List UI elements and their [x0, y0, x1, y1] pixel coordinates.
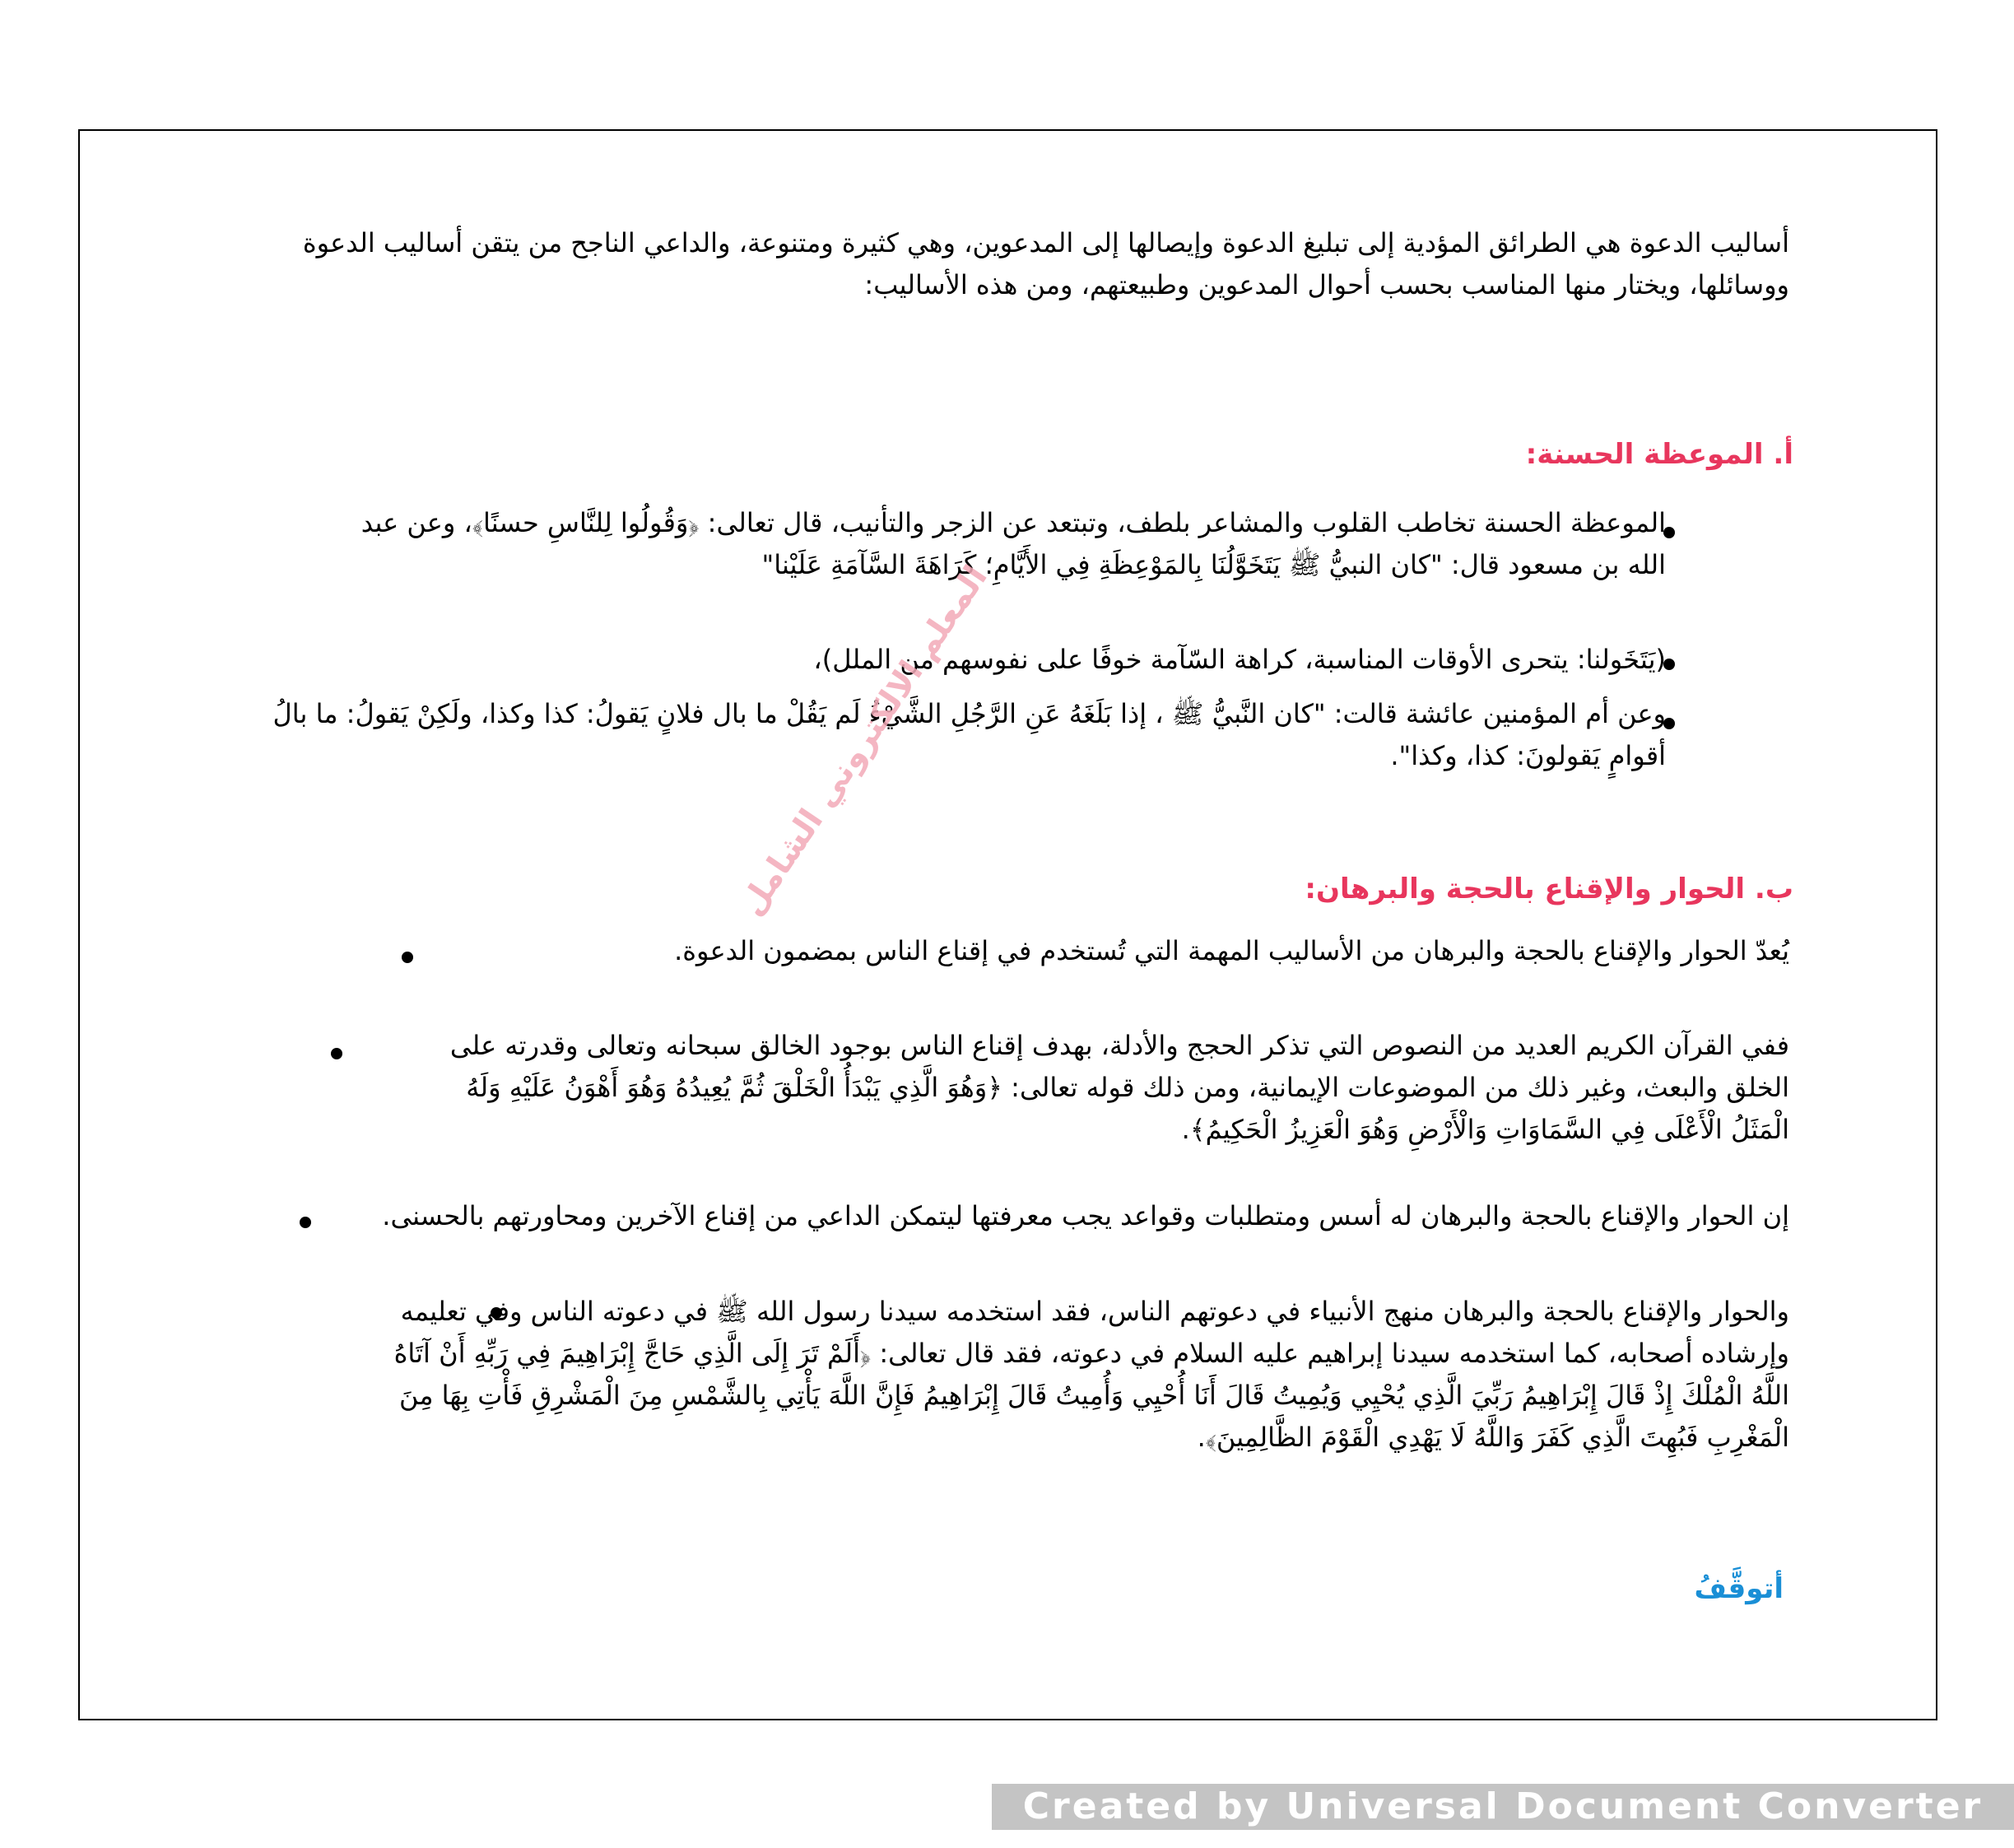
- footer-banner: Created by Universal Document Converter: [992, 1784, 2014, 1830]
- section-b-bullet-1: يُعدّ الحوار والإقناع بالحجة والبرهان من الأساليب المهمة التي تُستخدم في إقناع الناس بمضمون الدعوة.: [674, 935, 1789, 966]
- stop-label: أتوقَّفُ: [1694, 1572, 1784, 1605]
- section-a-bullet-3: وعن أم المؤمنين عائشة قالت: "كان النَّبيُّ ﷺ ، إذا بَلَغَهُ عَنِ الرَّجُلِ الشَّيْءُ لَم يَقُلْ ما بال فلانٍ يَقولُ: كذا وكذا، ولَكِنْ يَقولُ: ما بالُ أقوامٍ يَقولونَ: كذا، وكذا".: [272, 698, 1666, 771]
- section-a-bullet-2: (يَتَخَولنا: يتحرى الأوقات المناسبة، كراهة السّآمة خوفًا على نفوسهم من الملل)،: [813, 644, 1666, 675]
- bullet-dot: [331, 1048, 342, 1059]
- section-b-heading: ب. الحوار والإقناع بالحجة والبرهان:: [1305, 873, 1793, 905]
- section-b-bullet-4: والحوار والإقناع بالحجة والبرهان منهج الأنبياء في دعوتهم الناس، فقد استخدمه سيدنا رسول الله ﷺ في دعوته الناس وفي تعليمه وإرشاده أصحابه، كما استخدمه سيدنا إبراهيم عليه السلام في دعوته، فقد قال تعالى: ﴿أَلَمْ تَرَ إِلَى الَّذِي حَاجَّ إِبْرَاهِيمَ فِي رَبِّهِ أَنْ آتَاهُ اللَّهُ الْمُلْكَ إِذْ قَالَ إِبْرَاهِيمُ رَبِّيَ الَّذِي يُحْيِي وَيُمِيتُ قَالَ أَنَا أُحْيِي وَأُمِيتُ قَالَ إِبْرَاهِيمُ فَإِنَّ اللَّهَ يَأْتِي بِالشَّمْسِ مِنَ الْمَشْرِقِ فَأْتِ بِهَا مِنَ الْمَغْرِبِ فَبُهِتَ الَّذِي كَفَرَ وَاللَّهُ لَا يَهْدِي الْقَوْمَ الظَّالِمِينَ﴾.: [393, 1296, 1789, 1453]
- section-a-bullet-1: الموعظة الحسنة تخاطب القلوب والمشاعر بلطف، وتبتعد عن الزجر والتأنيب، قال تعالى: ﴿وَقُولُوا لِلنَّاسِ حسنًا﴾، وعن عبد الله بن مسعود قال: "كان النبيُّ ﷺ يَتَخَوَّلُنَا بِالمَوْعِظَةِ فِي الأَيَّامِ؛ كَرَاهَةَ السَّآمَةِ عَلَيْنا": [360, 507, 1666, 580]
- watermark-text: المعلم الالكتروني الشامل: [733, 558, 995, 923]
- page-frame: [78, 129, 1937, 1720]
- section-b-bullet-2: ففي القرآن الكريم العديد من النصوص التي تذكر الحجج والأدلة، بهدف إقناع الناس بوجود الخالق سبحانه وتعالى وقدرته على الخلق والبعث، وغير ذلك من الموضوعات الإيمانية، ومن ذلك قوله تعالى: ﴿وَهُوَ الَّذِي يَبْدَأُ الْخَلْقَ ثُمَّ يُعِيدُهُ وَهُوَ أَهْوَنُ عَلَيْهِ وَلَهُ الْمَثَلُ الْأَعْلَى فِي السَّمَاوَاتِ وَالْأَرْضِ وَهُوَ الْعَزِيزُ الْحَكِيمُ﴾.: [449, 1030, 1789, 1145]
- bullet-dot: [300, 1217, 311, 1228]
- section-b-bullet-3: إن الحوار والإقناع بالحجة والبرهان له أسس ومتطلبات وقواعد يجب معرفتها ليتمكن الداعي من إقناع الآخرين ومحاورتهم بالحسنى.: [382, 1200, 1789, 1231]
- intro-paragraph: أساليب الدعوة هي الطرائق المؤدية إلى تبليغ الدعوة وإيصالها إلى المدعوين، وهي كثيرة ومتنوعة، والداعي الناجح من يتقن أساليب الدعوة ووسائلها، ويختار منها المناسب بحسب أحوال المدعوين وطبيعتهم، ومن هذه الأساليب:: [302, 227, 1789, 300]
- section-a-heading: أ. الموعظة الحسنة:: [1525, 438, 1793, 471]
- bullet-dot: [402, 952, 413, 963]
